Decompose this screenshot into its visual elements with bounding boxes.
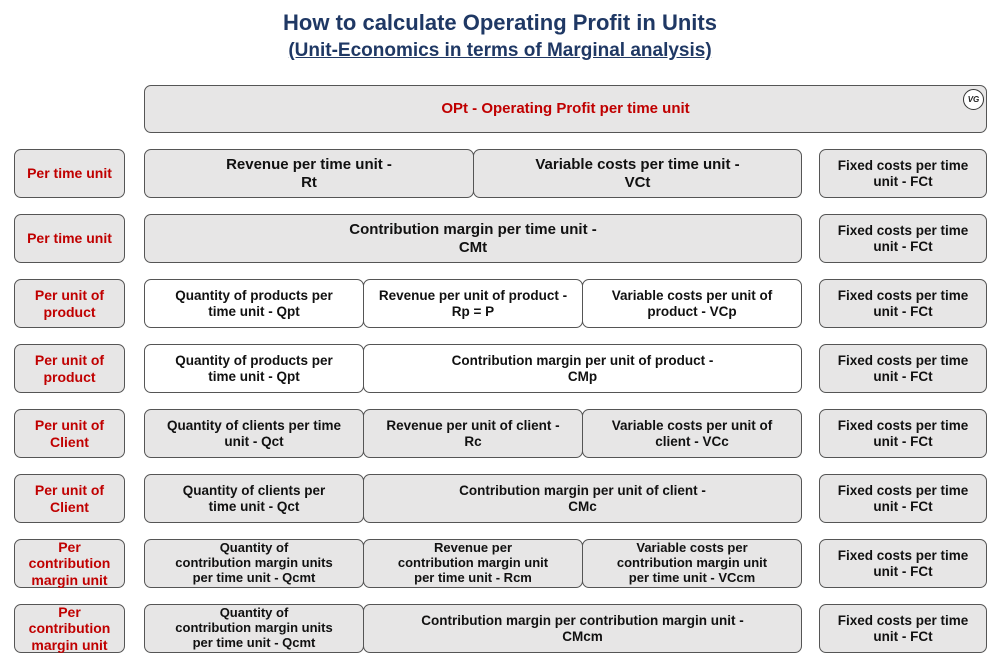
cell-line: CMt [458, 238, 488, 256]
quantity-of-products-box [144, 344, 364, 393]
cell-line: Rc [464, 433, 482, 449]
row-label-text: Per time unit [27, 230, 112, 247]
diagram-title: How to calculate Operating Profit in Units [283, 10, 717, 35]
cell-line: Fixed costs per time [837, 352, 969, 368]
fixed-costs-box [819, 344, 987, 393]
cell-line: Fixed costs per time [837, 417, 969, 433]
quantity-of-contribution-margin-units-box [144, 604, 364, 653]
row-label-per-time-unit [14, 149, 125, 198]
row-label-per-unit-of-client [14, 409, 125, 458]
cell-line: Quantity of [219, 605, 289, 621]
cell-line: unit - FCt [873, 498, 933, 514]
cell-line: Variable costs per time unit - [535, 156, 740, 174]
cell-line: Fixed costs per time [837, 612, 969, 628]
cell-line: Revenue per [433, 540, 513, 556]
operating-profit-box [144, 85, 987, 133]
row-label-line: product [43, 368, 96, 385]
row-label-per-contribution-margin-unit [14, 604, 125, 653]
revenue-per-unit-of-client-box [363, 409, 583, 458]
fixed-costs-box [819, 474, 987, 523]
cell-line: unit - FCt [873, 238, 933, 254]
variable-costs-per-contribution-margin-unit-box [582, 539, 802, 588]
cell-line: VCt [624, 173, 651, 191]
revenue-per-contribution-margin-unit-box [363, 539, 583, 588]
quantity-of-clients-box [144, 409, 364, 458]
cell-line: time unit - Qpt [208, 368, 300, 384]
fixed-costs-box [819, 214, 987, 263]
contribution-margin-per-unit-of-product-box [363, 344, 802, 393]
row-label-line: Per unit of [34, 352, 105, 369]
cell-line: unit - FCt [873, 628, 933, 644]
row-label-line: Client [50, 433, 89, 450]
cell-line: product - VCp [647, 303, 737, 319]
variable-costs-per-time-unit-box [473, 149, 802, 198]
cell-line: Variable costs per unit of [611, 417, 773, 433]
cell-line: Revenue per time unit - [226, 156, 392, 174]
row-label-line: Per unit of [34, 482, 105, 499]
cell-line: client - VCc [655, 433, 729, 449]
cell-line: Revenue per unit of client - [386, 417, 560, 433]
subtitle-text: (Unit-Economics in terms of Marginal analysis) [288, 40, 712, 61]
fixed-costs-box [819, 409, 987, 458]
cell-line: Quantity of products per [175, 352, 333, 368]
revenue-per-unit-of-product-box [363, 279, 583, 328]
cell-line: CMc [568, 498, 597, 514]
cell-line: CMp [567, 368, 598, 384]
quantity-of-clients-box [144, 474, 364, 523]
cell-line: Quantity of clients per time [166, 417, 342, 433]
variable-costs-per-unit-of-client-box [582, 409, 802, 458]
cell-line: unit - FCt [873, 303, 933, 319]
cell-line: Fixed costs per time [837, 482, 969, 498]
row-label-line: Client [50, 498, 89, 515]
fixed-costs-box [819, 604, 987, 653]
row-label-per-unit-of-product [14, 279, 125, 328]
cell-line: Contribution margin per unit of client - [459, 482, 706, 498]
cell-line: unit - FCt [873, 433, 933, 449]
cell-line: Rp = P [451, 303, 495, 319]
row-label-line: margin unit [31, 636, 108, 653]
fixed-costs-box [819, 539, 987, 588]
cell-line: time unit - Qct [208, 498, 300, 514]
diagram-subtitle [0, 40, 1000, 62]
cell-line: CMcm [562, 628, 603, 644]
cell-line: contribution margin units [175, 620, 333, 636]
cell-line: Fixed costs per time [837, 222, 969, 238]
fixed-costs-box [819, 279, 987, 328]
row-label-line: margin unit [31, 571, 108, 588]
cell-line: Quantity of products per [175, 287, 333, 303]
cell-line: unit - FCt [873, 173, 933, 189]
cell-line: contribution margin units [175, 555, 333, 571]
cell-line: contribution margin unit [616, 555, 768, 571]
cell-line: Contribution margin per time unit - [349, 221, 597, 239]
variable-costs-per-unit-of-product-box [582, 279, 802, 328]
cell-line: Fixed costs per time [837, 547, 969, 563]
cell-line: Quantity of clients per [182, 482, 326, 498]
cell-line: per time unit - Qcmt [192, 634, 316, 650]
row-label-per-unit-of-product [14, 344, 125, 393]
cell-line: Contribution margin per unit of product - [451, 352, 714, 368]
revenue-per-time-unit-box [144, 149, 474, 198]
contribution-margin-per-time-unit-box [144, 214, 802, 263]
cell-line: Quantity of [219, 540, 289, 556]
cell-line: Variable costs per unit of [611, 287, 773, 303]
cell-line: per time unit - VCcm [628, 569, 756, 585]
cell-line: time unit - Qpt [208, 303, 300, 319]
fixed-costs-box [819, 149, 987, 198]
contribution-margin-per-contribution-margin-unit-box [363, 604, 802, 653]
row-label-line: Per contribution [28, 604, 111, 637]
row-label-per-time-unit [14, 214, 125, 263]
cell-line: per time unit - Rcm [414, 569, 532, 585]
vg-logo-icon: VG [963, 89, 984, 110]
quantity-of-contribution-margin-units-box [144, 539, 364, 588]
cell-line: unit - Qct [224, 433, 284, 449]
row-label-line: product [43, 303, 96, 320]
row-label-per-contribution-margin-unit [14, 539, 125, 588]
operating-profit-text: OPt - Operating Profit per time unit [441, 100, 690, 118]
cell-line: unit - FCt [873, 563, 933, 579]
cell-line: Revenue per unit of product - [378, 287, 568, 303]
row-label-text: Per time unit [27, 165, 112, 182]
cell-line: unit - FCt [873, 368, 933, 384]
row-label-line: Per unit of [34, 287, 105, 304]
quantity-of-products-box [144, 279, 364, 328]
cell-line: Contribution margin per contribution margin unit - [421, 612, 744, 628]
contribution-margin-per-unit-of-client-box [363, 474, 802, 523]
cell-line: Fixed costs per time [837, 287, 969, 303]
row-label-per-unit-of-client [14, 474, 125, 523]
row-label-line: Per unit of [34, 417, 105, 434]
cell-line: Fixed costs per time [837, 157, 969, 173]
cell-line: Rt [301, 173, 317, 191]
cell-line: per time unit - Qcmt [192, 569, 316, 585]
row-label-line: Per contribution [28, 539, 111, 572]
cell-line: contribution margin unit [397, 555, 549, 571]
cell-line: Variable costs per [636, 540, 748, 556]
